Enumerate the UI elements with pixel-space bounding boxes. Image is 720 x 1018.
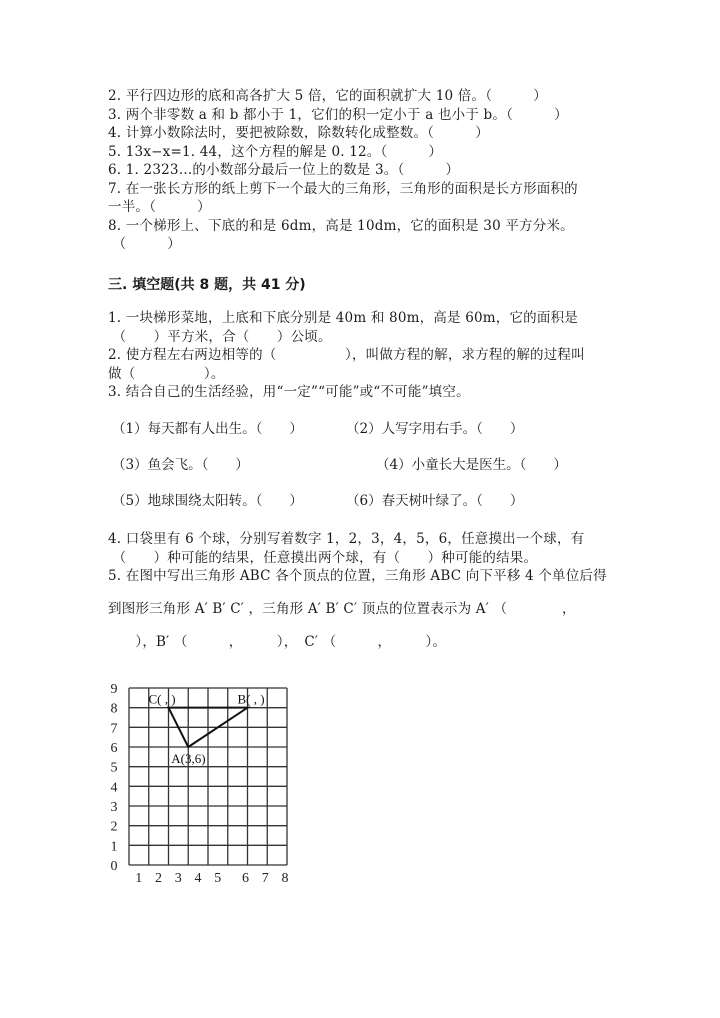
fill-q3-sub-2: （2）人写字用右手。（ ） — [346, 421, 524, 437]
x-axis-label: 1 — [135, 871, 143, 886]
section-heading: 三. 填空题(共 8 题，共 41 分) — [108, 277, 306, 293]
y-axis-label: 0 — [110, 859, 118, 874]
x-axis-label: 5 — [214, 871, 222, 886]
judgment-item-7-line1: 7. 在一张长方形的纸上剪下一个最大的三角形，三角形的面积是长方形面积的 — [108, 180, 578, 197]
judgment-item-6: 6. 1. 2323…的小数部分最后一位上的数是 3。（ ） — [108, 162, 460, 178]
y-axis-label: 3 — [110, 800, 118, 815]
x-axis-label: 3 — [174, 871, 182, 886]
fill-q3-line1: 3. 结合自己的生活经验，用“一定”“可能”或“不可能”填空。 — [108, 384, 470, 400]
y-axis-label: 5 — [110, 760, 118, 776]
x-axis-label: 4 — [194, 871, 202, 886]
x-axis-label: 2 — [155, 871, 162, 886]
point-b-label: B( , ) — [237, 691, 265, 707]
y-axis-label: 8 — [110, 701, 118, 717]
fill-q4-line2: （ ）种可能的结果，任意摸出两个球，有（ ）种可能的结果。 — [108, 549, 538, 566]
judgment-item-3: 3. 两个非零数 a 和 b 都小于 1，它们的积一定小于 a 也小于 b。（ ） — [108, 106, 568, 123]
judgment-item-7-line2: 一半。（ ） — [108, 199, 211, 215]
judgment-item-2: 2. 平行四边形的底和高各扩大 5 倍，它的面积就扩大 10 倍。（ ） — [108, 88, 547, 104]
x-axis-label: 7 — [261, 871, 269, 886]
point-a-label: A(3,6) — [171, 751, 206, 766]
fill-q5-line1: 5. 在图中写出三角形 ABC 各个顶点的位置，三角形 ABC 向下平移 4 个单位后得 — [108, 568, 607, 584]
fill-q3-sub-5: （5）地球围绕太阳转。（ ） — [112, 493, 303, 509]
fill-q3-sub-1: （1）每天都有人出生。（ ） — [112, 421, 303, 437]
coordinate-grid — [100, 670, 300, 890]
y-axis-label: 9 — [110, 682, 118, 697]
y-axis-label: 1 — [110, 839, 118, 855]
judgment-item-4: 4. 计算小数除法时，要把被除数，除数转化成整数。（ ） — [108, 125, 489, 141]
y-axis-label: 6 — [110, 741, 118, 756]
fill-q2-line1: 2. 使方程左右两边相等的（ ），叫做方程的解，求方程的解的过程叫 — [108, 347, 585, 363]
point-c-label: C( , ) — [148, 691, 176, 707]
judgment-item-8-line2: （ ） — [108, 236, 181, 252]
judgment-item-5: 5. 13x−x=1. 44，这个方程的解是 0. 12。（ ） — [108, 143, 443, 160]
x-axis-label: 6 — [242, 871, 249, 886]
x-axis-label: 8 — [281, 871, 289, 886]
fill-q1-line2: （ ）平方米，合（ ）公顷。 — [108, 328, 332, 345]
y-axis-label: 7 — [110, 721, 118, 737]
judgment-item-8-line1: 8. 一个梯形上、下底的和是 6dm，高是 10dm，它的面积是 30 平方分米。 — [108, 217, 574, 234]
fill-q4-line1: 4. 口袋里有 6 个球，分别写着数字 1，2，3，4，5，6，任意摸出一个球，有 — [108, 531, 585, 547]
fill-q5-line2: 到图形三角形 A′ B′ C′ ，三角形 A′ B′ C′ 顶点的位置表示为 A′ （ ， — [108, 601, 576, 617]
y-axis-label: 2 — [110, 819, 118, 835]
y-axis-label: 4 — [110, 780, 118, 796]
fill-q3-sub-3: （3）鱼会飞。（ ） — [112, 457, 249, 473]
fill-q3-sub-6: （6）春天树叶绿了。（ ） — [346, 493, 524, 509]
fill-q3-sub-4: （4）小童长大是医生。（ ） — [376, 457, 567, 473]
fill-q1-line1: 1. 一块梯形菜地，上底和下底分别是 40m 和 80m，高是 60m，它的面积是 — [108, 310, 578, 326]
fill-q5-line3: ），B′ （ ， ）， C′ （ ， ）。 — [108, 634, 447, 650]
fill-q2-line2: 做（ ）。 — [108, 365, 225, 382]
grid-figure — [100, 670, 300, 890]
